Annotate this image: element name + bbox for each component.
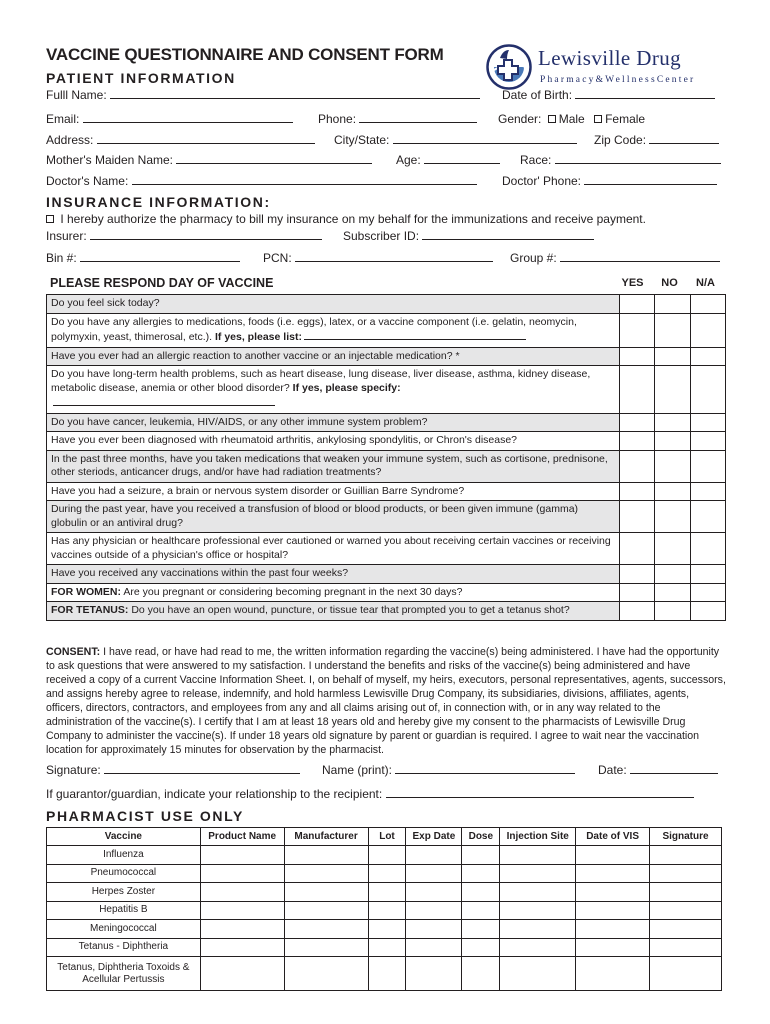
- pharmacist-entry-cell[interactable]: [650, 920, 722, 939]
- questions-header: [50, 274, 722, 294]
- question-body: Do you have any allergies to medications, foods (i.e. eggs), latex, or a vaccine component (i.e. gelatin, neomycin, polymyxin, yeast, thimerosal, etc.).: [51, 315, 577, 343]
- answer-yes-box[interactable]: [619, 501, 654, 533]
- group-field[interactable]: [560, 251, 720, 262]
- pharmacist-entry-cell[interactable]: [462, 938, 500, 957]
- answer-yes-box[interactable]: [619, 432, 654, 451]
- name-print-label: Name (print):: [322, 763, 393, 777]
- gender-label: Gender:: [498, 112, 542, 126]
- pharmacist-entry-cell[interactable]: [576, 920, 650, 939]
- question-followup: If yes, please list:: [214, 331, 302, 343]
- pharmacist-entry-cell[interactable]: [284, 938, 368, 957]
- pharmacist-entry-cell[interactable]: [284, 957, 368, 991]
- pharmacist-entry-cell[interactable]: [576, 901, 650, 920]
- gender-row: [498, 112, 645, 126]
- answer-na-box[interactable]: [690, 501, 725, 533]
- date-row: [598, 763, 718, 777]
- answer-no-box[interactable]: [655, 583, 690, 602]
- pharmacist-entry-cell[interactable]: [462, 901, 500, 920]
- pharmacist-column-header: Product Name: [200, 828, 284, 846]
- pharmacist-entry-cell[interactable]: [200, 938, 284, 957]
- pcn-field[interactable]: [295, 251, 493, 262]
- answer-yes-box[interactable]: [619, 533, 654, 565]
- question-row: [47, 450, 726, 482]
- answer-yes-box[interactable]: [619, 602, 654, 621]
- doctor-phone-row: [502, 174, 717, 188]
- question-followup-field[interactable]: [53, 395, 275, 406]
- pharmacist-row: [47, 957, 722, 991]
- pharmacist-entry-cell[interactable]: [368, 920, 406, 939]
- pharmacist-entry-cell[interactable]: [284, 883, 368, 902]
- pharmacist-entry-cell[interactable]: [406, 846, 462, 865]
- answer-no-box[interactable]: [655, 295, 690, 314]
- pharmacist-entry-cell[interactable]: [576, 957, 650, 991]
- question-body: In the past three months, have you taken medications that weaken your immune system, such as cortisone, prednisone, other steriods, anticancer drugs, and/or have had radiation treatments?: [51, 452, 608, 478]
- answer-yes-box[interactable]: [619, 313, 654, 347]
- pharmacy-cross-logo-icon: [486, 44, 532, 90]
- city-state-field[interactable]: [393, 133, 577, 144]
- race-row: [520, 153, 721, 167]
- pharmacist-entry-cell[interactable]: [406, 901, 462, 920]
- full-name-label: Fulll Name:: [46, 88, 107, 102]
- pharmacist-column-header: Manufacturer: [284, 828, 368, 846]
- subscriber-field[interactable]: [422, 229, 594, 240]
- signature-field[interactable]: [104, 763, 300, 774]
- city-state-label: City/State:: [334, 133, 390, 147]
- question-row: [47, 565, 726, 584]
- subscriber-row: [343, 229, 594, 243]
- question-body: Have you received any vaccinations within the past four weeks?: [51, 567, 349, 579]
- answer-na-box[interactable]: [690, 347, 725, 366]
- pharmacist-column-header: Exp Date: [406, 828, 462, 846]
- answer-yes-box[interactable]: [619, 482, 654, 501]
- logo-wordmark: Lewisville Drug: [538, 46, 682, 70]
- consent-block: [46, 645, 728, 757]
- question-text: [47, 450, 620, 482]
- pharmacist-entry-cell[interactable]: [284, 920, 368, 939]
- pharmacist-entry-cell[interactable]: [500, 938, 576, 957]
- answer-no-box[interactable]: [655, 432, 690, 451]
- pharmacist-entry-cell[interactable]: [462, 846, 500, 865]
- pharmacist-column-header: Signature: [650, 828, 722, 846]
- answer-yes-box[interactable]: [619, 295, 654, 314]
- pharmacist-entry-cell[interactable]: [406, 920, 462, 939]
- doctor-phone-label: Doctor' Phone:: [502, 174, 582, 188]
- maiden-field[interactable]: [176, 153, 372, 164]
- pharmacist-entry-cell[interactable]: [650, 864, 722, 883]
- question-row: [47, 313, 726, 347]
- authorize-text: I hereby authorize the pharmacy to bill my insurance on my behalf for the immunizations and receive payment.: [60, 212, 646, 226]
- answer-no-box[interactable]: [655, 565, 690, 584]
- phone-field[interactable]: [359, 112, 477, 123]
- question-prefix: FOR TETANUS:: [51, 604, 129, 616]
- pharmacist-entry-cell[interactable]: [576, 938, 650, 957]
- race-label: Race:: [520, 153, 552, 167]
- answer-na-box[interactable]: [690, 533, 725, 565]
- insurer-label: Insurer:: [46, 229, 87, 243]
- race-field[interactable]: [555, 153, 721, 164]
- email-field[interactable]: [83, 112, 293, 123]
- answer-na-box[interactable]: [690, 583, 725, 602]
- questions-table: [46, 294, 726, 621]
- question-body: Have you ever had an allergic reaction to another vaccine or an injectable medication? *: [51, 349, 460, 362]
- doctor-row: [46, 174, 477, 188]
- phone-label: Phone:: [318, 112, 357, 126]
- pharmacist-column-header: Injection Site: [500, 828, 576, 846]
- pharmacist-entry-cell[interactable]: [576, 864, 650, 883]
- full-name-field[interactable]: [110, 88, 480, 99]
- question-text: [47, 565, 620, 584]
- pcn-row: [263, 251, 493, 265]
- bin-field[interactable]: [80, 251, 240, 262]
- vaccine-name: Tetanus - Diphtheria: [47, 938, 201, 957]
- authorize-row: [46, 212, 646, 226]
- address-label: Address:: [46, 133, 94, 147]
- answer-no-box[interactable]: [655, 347, 690, 366]
- question-text: [47, 313, 620, 347]
- pharmacist-entry-cell[interactable]: [284, 864, 368, 883]
- pharmacist-entry-cell[interactable]: [200, 883, 284, 902]
- guardian-row: [46, 787, 694, 801]
- age-field[interactable]: [424, 153, 500, 164]
- answer-yes-box[interactable]: [619, 347, 654, 366]
- bin-row: [46, 251, 240, 265]
- dob-field[interactable]: [575, 88, 715, 99]
- question-body: Are you pregnant or considering becoming pregnant in the next 30 days?: [123, 585, 463, 598]
- zip-label: Zip Code:: [594, 133, 647, 147]
- pharmacist-row: [47, 864, 722, 883]
- question-body: During the past year, have you received a transfusion of blood or blood products, or been given immune (gamma) globulin or an antiviral drug?: [51, 503, 579, 529]
- pharmacist-entry-cell[interactable]: [200, 957, 284, 991]
- question-body: Do you have an open wound, puncture, or tissue tear that prompted you to get a tetanus shot?: [131, 604, 570, 616]
- dob-label: Date of Birth:: [502, 88, 573, 102]
- question-body: Has any physician or healthcare professional ever cautioned or warned you about receiving certain vaccines or receiving vaccines outside of a physician's office or hospital?: [51, 535, 611, 561]
- pharmacist-entry-cell[interactable]: [368, 883, 406, 902]
- logo-tagline: Pharmacy&WellnessCenter: [540, 75, 696, 85]
- vaccine-name: Pneumococcal: [47, 864, 201, 883]
- vaccine-name: Influenza: [47, 846, 201, 865]
- question-text: [47, 482, 620, 501]
- answer-yes-box[interactable]: [619, 366, 654, 414]
- consent-text: I have read, or have had read to me, the written information regarding the vaccine(s) being administered. I have had the opportunity to ask questions that were answered to my satisfaction. I understand the benefits and risks of the vaccine(s) being administered and have received a copy of a current Vaccine Information Sheet. I, on behalf of myself, my heirs, executors, personal representatives, agents, successors, and assigns hereby agree to release, indemnify, and hold harmless Lewisville Drug Company, its subsidiaries, divisions, affiliates, agents, officers, directors, contractors, and employees from any and all claims arising out of, in connection with, or in any way related to the administration of the vaccine(s). I certify that I am at least 18 years old and hereby give my consent to the pharmacists of Lewisville Drug Company to administer the vaccine(s). If under 18 years old signature by parent or guardian is required. I agree to wait near the vaccination location for approximately 15 minutes for observation by the pharmacist.: [46, 646, 726, 756]
- pharmacist-column-header: Lot: [368, 828, 406, 846]
- pharmacist-entry-cell[interactable]: [650, 938, 722, 957]
- question-text: [47, 583, 620, 602]
- pharmacist-entry-cell[interactable]: [650, 883, 722, 902]
- pharmacist-row: [47, 901, 722, 920]
- question-followup: If yes, please specify:: [292, 381, 401, 394]
- full-name-row: [46, 88, 480, 102]
- pharmacist-entry-cell[interactable]: [576, 846, 650, 865]
- email-label: Email:: [46, 112, 80, 126]
- pharmacist-entry-cell[interactable]: [406, 938, 462, 957]
- pharmacist-column-header: Dose: [462, 828, 500, 846]
- question-row: [47, 482, 726, 501]
- question-body: Do you feel sick today?: [51, 297, 160, 309]
- no-column-header: NO: [661, 277, 678, 289]
- pharmacist-row: [47, 883, 722, 902]
- answer-yes-box[interactable]: [619, 450, 654, 482]
- pharmacist-entry-cell[interactable]: [406, 864, 462, 883]
- answer-yes-box[interactable]: [619, 565, 654, 584]
- pharmacist-entry-cell[interactable]: [500, 864, 576, 883]
- pharmacist-row: [47, 846, 722, 865]
- pharmacist-row: [47, 938, 722, 957]
- doctor-label: Doctor's Name:: [46, 174, 129, 188]
- question-row: [47, 602, 726, 621]
- age-row: [396, 153, 500, 167]
- male-checkbox[interactable]: [548, 115, 556, 123]
- yes-column-header: YES: [621, 277, 644, 289]
- pharmacist-entry-cell[interactable]: [500, 957, 576, 991]
- subscriber-label: Subscriber ID:: [343, 229, 420, 243]
- guardian-field[interactable]: [386, 787, 694, 798]
- pharmacist-entry-cell[interactable]: [500, 846, 576, 865]
- insurer-row: [46, 229, 322, 243]
- female-checkbox[interactable]: [594, 115, 602, 123]
- questions-heading: PLEASE RESPOND DAY OF VACCINE: [50, 276, 274, 290]
- question-row: [47, 366, 726, 414]
- maiden-label: Mother's Maiden Name:: [46, 153, 174, 167]
- answer-no-box[interactable]: [655, 450, 690, 482]
- answer-yes-box[interactable]: [619, 583, 654, 602]
- pharmacist-entry-cell[interactable]: [576, 883, 650, 902]
- pharmacist-entry-cell[interactable]: [368, 901, 406, 920]
- zip-field[interactable]: [649, 133, 719, 144]
- question-prefix: FOR WOMEN:: [51, 585, 121, 598]
- question-body: Do you have long-term health problems, such as heart disease, lung disease, liver disease, asthma, kidney disease, metabolic disease, anemia or other blood disorder?: [51, 368, 591, 394]
- question-row: [47, 295, 726, 314]
- question-followup-field[interactable]: [304, 329, 526, 340]
- pharmacist-entry-cell[interactable]: [462, 864, 500, 883]
- answer-no-box[interactable]: [655, 313, 690, 347]
- pharmacist-column-header: Vaccine: [47, 828, 201, 846]
- pharmacist-heading: PHARMACIST USE ONLY: [46, 808, 244, 824]
- pharmacist-column-header: Date of VIS: [576, 828, 650, 846]
- pharmacist-entry-cell[interactable]: [368, 957, 406, 991]
- pharmacist-entry-cell[interactable]: [500, 901, 576, 920]
- pharmacist-entry-cell[interactable]: [462, 883, 500, 902]
- form-title: VACCINE QUESTIONNAIRE AND CONSENT FORM: [46, 45, 444, 64]
- question-row: [47, 533, 726, 565]
- answer-na-box[interactable]: [690, 482, 725, 501]
- vaccine-name: Herpes Zoster: [47, 883, 201, 902]
- question-text: [47, 501, 620, 533]
- question-text: [47, 413, 620, 432]
- female-label: Female: [605, 112, 646, 126]
- question-text: [47, 533, 620, 565]
- group-label: Group #:: [510, 251, 557, 265]
- answer-na-box[interactable]: [690, 413, 725, 432]
- vaccine-name: Tetanus, Diphtheria Toxoids & Acellular Pertussis: [47, 957, 201, 991]
- pharmacist-entry-cell[interactable]: [650, 901, 722, 920]
- pharmacist-entry-cell[interactable]: [200, 920, 284, 939]
- pharmacist-row: [47, 920, 722, 939]
- signature-row: [46, 763, 300, 777]
- answer-na-box[interactable]: [690, 432, 725, 451]
- vaccine-name: Hepatitis B: [47, 901, 201, 920]
- address-row: [46, 133, 315, 147]
- name-print-row: [322, 763, 575, 777]
- answer-no-box[interactable]: [655, 413, 690, 432]
- date-field[interactable]: [630, 763, 718, 774]
- date-label: Date:: [598, 763, 627, 777]
- question-row: [47, 583, 726, 602]
- pcn-label: PCN:: [263, 251, 292, 265]
- answer-na-box[interactable]: [690, 313, 725, 347]
- insurance-heading: INSURANCE INFORMATION:: [46, 194, 271, 210]
- zip-row: [594, 133, 719, 147]
- question-body: Have you had a seizure, a brain or nervous system disorder or Guillian Barre Syndrome?: [51, 484, 465, 497]
- answer-na-box[interactable]: [690, 565, 725, 584]
- question-text: [47, 295, 620, 314]
- answer-na-box[interactable]: [690, 295, 725, 314]
- age-label: Age:: [396, 153, 421, 167]
- pharmacist-entry-cell[interactable]: [200, 864, 284, 883]
- authorize-checkbox[interactable]: [46, 215, 54, 223]
- question-text: [47, 602, 620, 621]
- question-row: [47, 347, 726, 366]
- pharmacist-entry-cell[interactable]: [406, 883, 462, 902]
- pharmacist-entry-cell[interactable]: [650, 957, 722, 991]
- address-field[interactable]: [97, 133, 315, 144]
- patient-info-heading: PATIENT INFORMATION: [46, 70, 236, 86]
- guardian-label: If guarantor/guardian, indicate your relationship to the recipient:: [46, 787, 383, 801]
- name-print-field[interactable]: [395, 763, 575, 774]
- insurer-field[interactable]: [90, 229, 322, 240]
- pharmacist-table: [46, 827, 722, 991]
- answer-no-box[interactable]: [655, 602, 690, 621]
- answer-no-box[interactable]: [655, 501, 690, 533]
- pharmacist-entry-cell[interactable]: [500, 883, 576, 902]
- question-text: [47, 366, 620, 414]
- pharmacist-entry-cell[interactable]: [368, 864, 406, 883]
- question-body: Have you ever been diagnosed with rheumatoid arthritis, ankylosing spondylitis, or Chron's disease?: [51, 434, 518, 446]
- pharmacist-entry-cell[interactable]: [650, 846, 722, 865]
- answer-na-box[interactable]: [690, 366, 725, 414]
- pharmacist-entry-cell[interactable]: [368, 938, 406, 957]
- pharmacist-entry-cell[interactable]: [284, 846, 368, 865]
- answer-no-box[interactable]: [655, 533, 690, 565]
- pharmacist-entry-cell[interactable]: [200, 901, 284, 920]
- signature-label: Signature:: [46, 763, 101, 777]
- doctor-phone-field[interactable]: [584, 174, 717, 185]
- answer-no-box[interactable]: [655, 482, 690, 501]
- pharmacist-entry-cell[interactable]: [406, 957, 462, 991]
- doctor-field[interactable]: [132, 174, 477, 185]
- consent-label: CONSENT:: [46, 646, 101, 658]
- maiden-row: [46, 153, 372, 167]
- question-row: [47, 413, 726, 432]
- city-state-row: [334, 133, 577, 147]
- pharmacist-entry-cell[interactable]: [284, 901, 368, 920]
- question-text: [47, 432, 620, 451]
- vaccine-name: Meningococcal: [47, 920, 201, 939]
- dob-row: [502, 88, 715, 102]
- phone-row: [318, 112, 477, 126]
- question-row: [47, 432, 726, 451]
- pharmacist-entry-cell[interactable]: [500, 920, 576, 939]
- answer-na-box[interactable]: [690, 450, 725, 482]
- question-body: Do you have cancer, leukemia, HIV/AIDS, or any other immune system problem?: [51, 415, 428, 428]
- answer-na-box[interactable]: [690, 602, 725, 621]
- male-label: Male: [558, 112, 585, 126]
- pharmacist-entry-cell[interactable]: [200, 846, 284, 865]
- pharmacist-entry-cell[interactable]: [462, 957, 500, 991]
- question-row: [47, 501, 726, 533]
- email-row: [46, 112, 293, 126]
- answer-no-box[interactable]: [655, 366, 690, 414]
- pharmacist-entry-cell[interactable]: [368, 846, 406, 865]
- question-text: [47, 347, 620, 366]
- bin-label: Bin #:: [46, 251, 77, 265]
- pharmacist-entry-cell[interactable]: [462, 920, 500, 939]
- na-column-header: N/A: [696, 277, 715, 289]
- answer-yes-box[interactable]: [619, 413, 654, 432]
- group-row: [510, 251, 720, 265]
